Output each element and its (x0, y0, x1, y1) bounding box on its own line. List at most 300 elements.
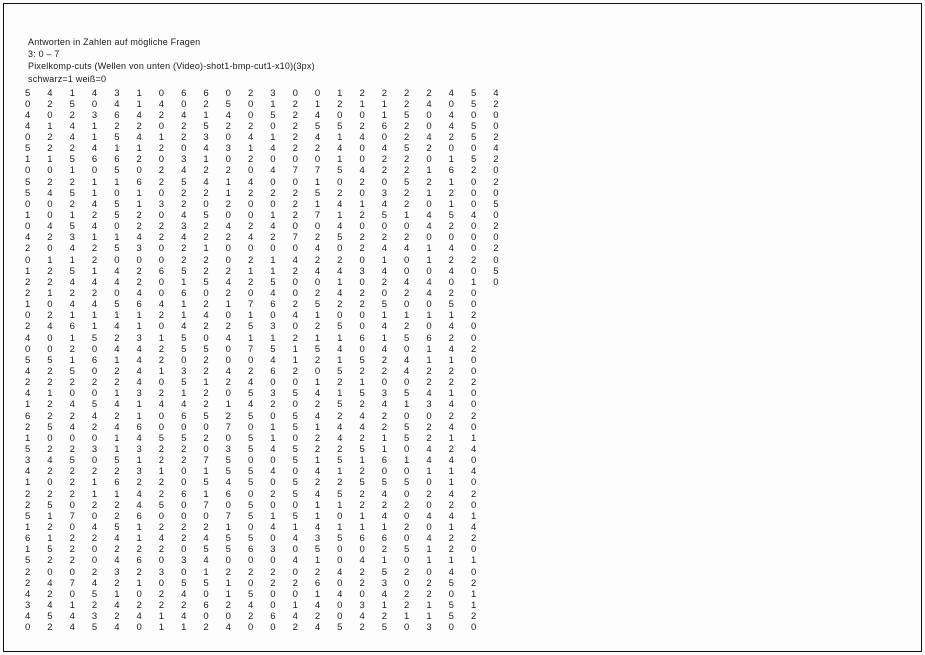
number-grid (25, 88, 516, 634)
grid-cell: 3 (381, 577, 388, 589)
grid-cell: 1 (181, 276, 187, 288)
grid-cell: 0 (47, 566, 53, 578)
grid-cell: 1 (426, 555, 432, 567)
grid-cell: 4 (448, 120, 454, 132)
grid-cell: 0 (337, 510, 343, 522)
grid-cell: 0 (247, 521, 254, 533)
grid-cell: 1 (314, 510, 321, 522)
grid-cell: 0 (426, 321, 432, 333)
grid-cell: 2 (292, 366, 298, 378)
grid-cell: 1 (270, 254, 276, 266)
grid-cell: 4 (25, 388, 31, 400)
grid-cell: 0 (359, 154, 365, 166)
grid-cell: 2 (359, 399, 365, 411)
grid-cell: 2 (247, 120, 254, 132)
grid-cell: 2 (203, 521, 209, 533)
grid-cell: 2 (359, 499, 365, 511)
grid-cell: 2 (114, 377, 120, 389)
grid-cell: 4 (114, 399, 120, 411)
grid-cell: 2 (314, 321, 321, 333)
grid-cell: 3 (270, 321, 276, 333)
grid-cell: 1 (314, 421, 321, 433)
grid-cell: 4 (404, 354, 410, 366)
grid-cell: 0 (225, 388, 231, 400)
grid-cell: 4 (426, 444, 432, 455)
grid-cell: 1 (203, 566, 209, 578)
grid-cell: 4 (448, 343, 454, 355)
grid-cell: 5 (247, 466, 254, 478)
grid-cell: 0 (203, 288, 209, 300)
grid-cell: 2 (69, 377, 75, 389)
grid-cell: 0 (404, 265, 410, 277)
grid-cell: 4 (448, 455, 454, 467)
grid-cell: 5 (292, 488, 298, 500)
grid-cell: 4 (426, 132, 432, 144)
grid-cell: 4 (292, 533, 298, 545)
grid-cell: 1 (426, 254, 432, 266)
grid-cell: 4 (69, 399, 75, 411)
grid-cell: 5 (359, 477, 365, 489)
grid-cell: 1 (158, 622, 165, 634)
grid-cell: 2 (292, 120, 298, 132)
grid-cell: 1 (404, 399, 410, 411)
grid-cell: 4 (25, 332, 31, 344)
grid-cell: 4 (91, 410, 98, 422)
grid-cell: 0 (158, 154, 165, 166)
grid-cell: 3 (314, 533, 321, 545)
grid-cell: 1 (136, 399, 142, 411)
grid-cell: 4 (426, 533, 432, 545)
grid-cell: 0 (25, 343, 31, 355)
grid-cell: 2 (47, 399, 53, 411)
grid-cell: 1 (448, 176, 454, 188)
grid-cell: 2 (426, 87, 432, 99)
grid-cell: 3 (381, 388, 388, 400)
grid-cell: 4 (270, 521, 276, 533)
grid-cell: 3 (359, 265, 365, 277)
grid-cell: 4 (181, 210, 187, 222)
grid-cell: 0 (136, 622, 142, 634)
grid-cell: 0 (292, 432, 298, 444)
grid-cell: 1 (470, 588, 477, 600)
grid-cell: 2 (225, 566, 231, 578)
grid-cell: 5 (381, 477, 388, 489)
grid-cell: 4 (225, 622, 231, 634)
grid-cell: 0 (292, 566, 298, 578)
grid-cell: 0 (470, 187, 477, 199)
grid-cell: 2 (69, 466, 75, 478)
grid-cell: 1 (381, 332, 388, 344)
grid-cell: 2 (136, 544, 142, 556)
grid-cell: 1 (404, 611, 410, 623)
grid-cell: 0 (292, 87, 298, 99)
grid-cell: 5 (381, 566, 388, 578)
grid-cell: 0 (91, 366, 98, 378)
grid-cell: 4 (225, 332, 231, 344)
grid-cell: 5 (114, 243, 120, 255)
grid-cell: 2 (247, 254, 254, 266)
grid-cell: 0 (270, 622, 276, 634)
grid-cell: 0 (136, 165, 142, 177)
grid-cell: 2 (359, 87, 365, 99)
grid-cell: 4 (381, 265, 388, 277)
grid-cell: 1 (25, 210, 31, 222)
grid-cell: 0 (292, 176, 298, 188)
grid-cell: 3 (25, 455, 31, 467)
grid-cell: 3 (136, 466, 142, 478)
grid-cell: 0 (337, 555, 343, 567)
grid-cell: 1 (181, 299, 187, 311)
grid-cell: 4 (47, 599, 53, 611)
grid-cell: 1 (292, 599, 298, 611)
grid-cell: 0 (158, 321, 165, 333)
grid-cell: 1 (114, 388, 120, 400)
grid-cell: 2 (158, 544, 165, 556)
grid-row (25, 567, 516, 578)
grid-cell: 4 (91, 221, 98, 233)
grid-cell: 4 (270, 143, 276, 155)
grid-cell: 1 (381, 432, 388, 444)
grid-cell: 4 (426, 276, 432, 288)
grid-cell: 2 (47, 466, 53, 478)
grid-cell: 4 (448, 109, 454, 121)
grid-cell: 4 (25, 588, 31, 600)
grid-cell: 0 (426, 109, 432, 121)
grid-cell: 2 (181, 132, 187, 144)
grid-cell: 6 (359, 533, 365, 545)
grid-row (25, 411, 516, 422)
grid-cell: 2 (404, 288, 410, 300)
grid-cell: 2 (493, 243, 499, 255)
grid-cell: 5 (181, 332, 187, 344)
grid-cell: 2 (203, 366, 209, 378)
grid-cell: 2 (225, 599, 231, 611)
grid-cell: 4 (314, 388, 321, 400)
grid-cell: 2 (247, 276, 254, 288)
grid-cell: 4 (114, 533, 120, 545)
grid-cell: 4 (69, 611, 75, 623)
grid-cell: 0 (247, 577, 254, 589)
grid-cell: 1 (181, 388, 187, 400)
grid-cell: 6 (69, 321, 75, 333)
grid-cell: 0 (426, 198, 432, 210)
grid-cell: 0 (158, 410, 165, 422)
grid-cell: 2 (69, 143, 75, 155)
grid-row (25, 477, 516, 488)
grid-cell: 0 (25, 622, 31, 634)
grid-cell: 1 (337, 210, 343, 222)
grid-row (25, 422, 516, 433)
grid-row (25, 589, 516, 600)
grid-cell: 0 (270, 588, 276, 600)
grid-cell: 2 (47, 176, 53, 188)
grid-cell: 1 (47, 154, 53, 166)
grid-cell: 0 (470, 243, 477, 255)
grid-cell: 2 (292, 622, 298, 634)
grid-cell: 4 (337, 198, 343, 210)
grid-cell: 4 (426, 210, 432, 222)
grid-cell: 5 (69, 187, 75, 199)
grid-cell: 5 (203, 410, 209, 422)
grid-cell: 0 (493, 276, 499, 288)
grid-cell: 1 (91, 310, 98, 322)
grid-cell: 2 (314, 254, 321, 266)
grid-cell: 0 (270, 410, 276, 422)
grid-cell: 1 (225, 399, 231, 411)
grid-cell: 4 (114, 555, 120, 567)
grid-cell: 1 (225, 299, 231, 311)
grid-cell: 1 (359, 98, 365, 110)
grid-cell: 2 (25, 421, 31, 433)
grid-cell: 4 (203, 143, 209, 155)
grid-cell: 2 (158, 354, 165, 366)
grid-cell: 4 (203, 533, 209, 545)
grid-row (25, 132, 516, 143)
grid-cell: 2 (47, 622, 53, 634)
grid-cell: 4 (114, 599, 120, 611)
grid-cell: 4 (314, 488, 321, 500)
grid-cell: 7 (69, 577, 75, 589)
grid-cell: 5 (225, 98, 231, 110)
grid-cell: 1 (69, 310, 75, 322)
grid-cell: 2 (314, 477, 321, 489)
grid-cell: 1 (404, 455, 410, 467)
grid-cell: 0 (47, 343, 53, 355)
grid-cell: 2 (448, 221, 454, 233)
grid-cell: 2 (359, 577, 365, 589)
grid-cell: 4 (448, 510, 454, 522)
grid-cell: 2 (337, 410, 343, 422)
grid-cell: 0 (292, 243, 298, 255)
grid-cell: 2 (359, 243, 365, 255)
grid-cell: 2 (470, 254, 477, 266)
grid-cell: 2 (225, 321, 231, 333)
grid-cell: 5 (69, 366, 75, 378)
grid-cell: 4 (247, 377, 254, 389)
grid-cell: 1 (136, 533, 142, 545)
grid-cell: 5 (381, 622, 388, 634)
grid-cell: 3 (25, 599, 31, 611)
grid-cell: 4 (426, 288, 432, 300)
grid-row (25, 555, 516, 566)
grid-cell: 0 (470, 421, 477, 433)
grid-cell: 5 (493, 198, 499, 210)
grid-cell: 6 (381, 533, 388, 545)
grid-cell: 4 (136, 132, 142, 144)
grid-cell: 6 (359, 332, 365, 344)
grid-cell: 0 (270, 154, 276, 166)
grid-cell: 4 (158, 299, 165, 311)
grid-cell: 4 (314, 265, 321, 277)
grid-cell: 3 (270, 544, 276, 556)
grid-cell: 0 (426, 410, 432, 422)
grid-cell: 1 (337, 332, 343, 344)
grid-cell: 2 (270, 399, 276, 411)
grid-cell: 0 (359, 276, 365, 288)
grid-cell: 2 (404, 198, 410, 210)
grid-cell: 1 (47, 533, 53, 545)
grid-cell: 1 (181, 622, 187, 634)
grid-cell: 1 (47, 510, 53, 522)
grid-cell: 4 (25, 611, 31, 623)
grid-cell: 4 (314, 109, 321, 121)
grid-cell: 1 (25, 299, 31, 311)
grid-row (25, 188, 516, 199)
grid-cell: 2 (158, 232, 165, 244)
grid-cell: 2 (247, 611, 254, 623)
grid-cell: 0 (69, 499, 75, 511)
grid-cell: 1 (426, 544, 432, 556)
grid-cell: 4 (404, 366, 410, 378)
grid-cell: 5 (359, 388, 365, 400)
grid-row (25, 511, 516, 522)
grid-cell: 6 (181, 288, 187, 300)
grid-cell: 1 (314, 98, 321, 110)
grid-cell: 0 (337, 611, 343, 623)
grid-cell: 4 (247, 176, 254, 188)
grid-cell: 6 (114, 477, 120, 489)
grid-cell: 5 (203, 577, 209, 589)
grid-cell: 0 (136, 588, 142, 600)
grid-cell: 2 (404, 165, 410, 177)
grid-cell: 1 (136, 198, 142, 210)
grid-cell: 4 (114, 265, 120, 277)
grid-cell: 0 (91, 544, 98, 556)
grid-cell: 0 (203, 588, 209, 600)
grid-cell: 2 (91, 421, 98, 433)
grid-cell: 1 (381, 555, 388, 567)
grid-cell: 2 (225, 410, 231, 422)
grid-cell: 4 (270, 221, 276, 233)
grid-row (25, 344, 516, 355)
grid-cell: 4 (314, 410, 321, 422)
grid-cell: 4 (448, 421, 454, 433)
grid-cell: 0 (47, 210, 53, 222)
grid-cell: 0 (493, 109, 499, 121)
grid-cell: 1 (114, 488, 120, 500)
grid-cell: 1 (181, 310, 187, 322)
grid-cell: 5 (247, 477, 254, 489)
grid-cell: 4 (314, 466, 321, 478)
grid-cell: 3 (270, 388, 276, 400)
grid-cell: 0 (470, 399, 477, 411)
grid-cell: 2 (247, 366, 254, 378)
grid-cell: 2 (493, 176, 499, 188)
grid-cell: 5 (91, 332, 98, 344)
grid-cell: 1 (247, 265, 254, 277)
grid-cell: 0 (247, 555, 254, 567)
grid-cell: 5 (47, 421, 53, 433)
grid-row (25, 333, 516, 344)
grid-cell: 2 (448, 533, 454, 545)
grid-cell: 1 (91, 265, 98, 277)
grid-cell: 5 (337, 455, 343, 467)
grid-cell: 2 (470, 577, 477, 589)
grid-cell: 2 (470, 310, 477, 322)
grid-cell: 4 (381, 321, 388, 333)
grid-cell: 4 (136, 488, 142, 500)
grid-cell: 4 (25, 466, 31, 478)
grid-cell: 3 (181, 555, 187, 567)
grid-cell: 5 (314, 544, 321, 556)
grid-cell: 4 (25, 109, 31, 121)
grid-cell: 0 (25, 221, 31, 233)
grid-cell: 4 (136, 354, 142, 366)
grid-cell: 0 (247, 109, 254, 121)
grid-cell: 6 (158, 265, 165, 277)
grid-cell: 0 (470, 221, 477, 233)
grid-cell: 0 (404, 466, 410, 478)
grid-cell: 4 (181, 321, 187, 333)
grid-cell: 4 (292, 555, 298, 567)
grid-cell: 1 (270, 98, 276, 110)
grid-cell: 1 (158, 332, 165, 344)
grid-cell: 2 (158, 143, 165, 155)
grid-cell: 4 (359, 132, 365, 144)
grid-cell: 2 (203, 622, 209, 634)
grid-cell: 5 (247, 388, 254, 400)
grid-cell: 2 (493, 98, 499, 110)
grid-cell: 1 (314, 332, 321, 344)
grid-row (25, 611, 516, 622)
grid-cell: 2 (25, 577, 31, 589)
grid-row (25, 489, 516, 500)
grid-cell: 0 (270, 599, 276, 611)
grid-cell: 2 (247, 87, 254, 99)
grid-cell: 4 (381, 510, 388, 522)
grid-row (25, 99, 516, 110)
grid-cell: 0 (470, 176, 477, 188)
grid-cell: 0 (426, 265, 432, 277)
grid-row (25, 377, 516, 388)
grid-cell: 1 (314, 555, 321, 567)
grid-cell: 4 (69, 243, 75, 255)
grid-cell: 5 (337, 120, 343, 132)
grid-cell: 0 (493, 254, 499, 266)
grid-cell: 1 (247, 310, 254, 322)
grid-row (25, 121, 516, 132)
grid-cell: 2 (136, 210, 142, 222)
grid-cell: 4 (136, 377, 142, 389)
grid-cell: 0 (493, 165, 499, 177)
grid-cell: 0 (426, 566, 432, 578)
grid-cell: 2 (337, 444, 343, 455)
grid-cell: 2 (181, 187, 187, 199)
grid-cell: 0 (225, 310, 231, 322)
grid-cell: 5 (470, 87, 477, 99)
grid-cell: 2 (247, 187, 254, 199)
grid-cell: 6 (114, 109, 120, 121)
grid-cell: 2 (181, 533, 187, 545)
grid-cell: 2 (247, 154, 254, 166)
grid-cell: 1 (203, 243, 209, 255)
grid-cell: 1 (47, 288, 53, 300)
grid-cell: 6 (203, 87, 209, 99)
grid-cell: 0 (359, 544, 365, 556)
grid-cell: 2 (203, 221, 209, 233)
grid-cell: 2 (426, 377, 432, 389)
grid-cell: 0 (25, 98, 31, 110)
grid-cell: 2 (69, 533, 75, 545)
grid-cell: 1 (225, 577, 231, 589)
grid-cell: 1 (270, 210, 276, 222)
grid-cell: 0 (314, 87, 321, 99)
grid-cell: 0 (203, 611, 209, 623)
grid-cell: 2 (337, 98, 343, 110)
grid-cell: 5 (47, 544, 53, 556)
grid-cell: 5 (247, 533, 254, 545)
grid-cell: 0 (314, 366, 321, 378)
